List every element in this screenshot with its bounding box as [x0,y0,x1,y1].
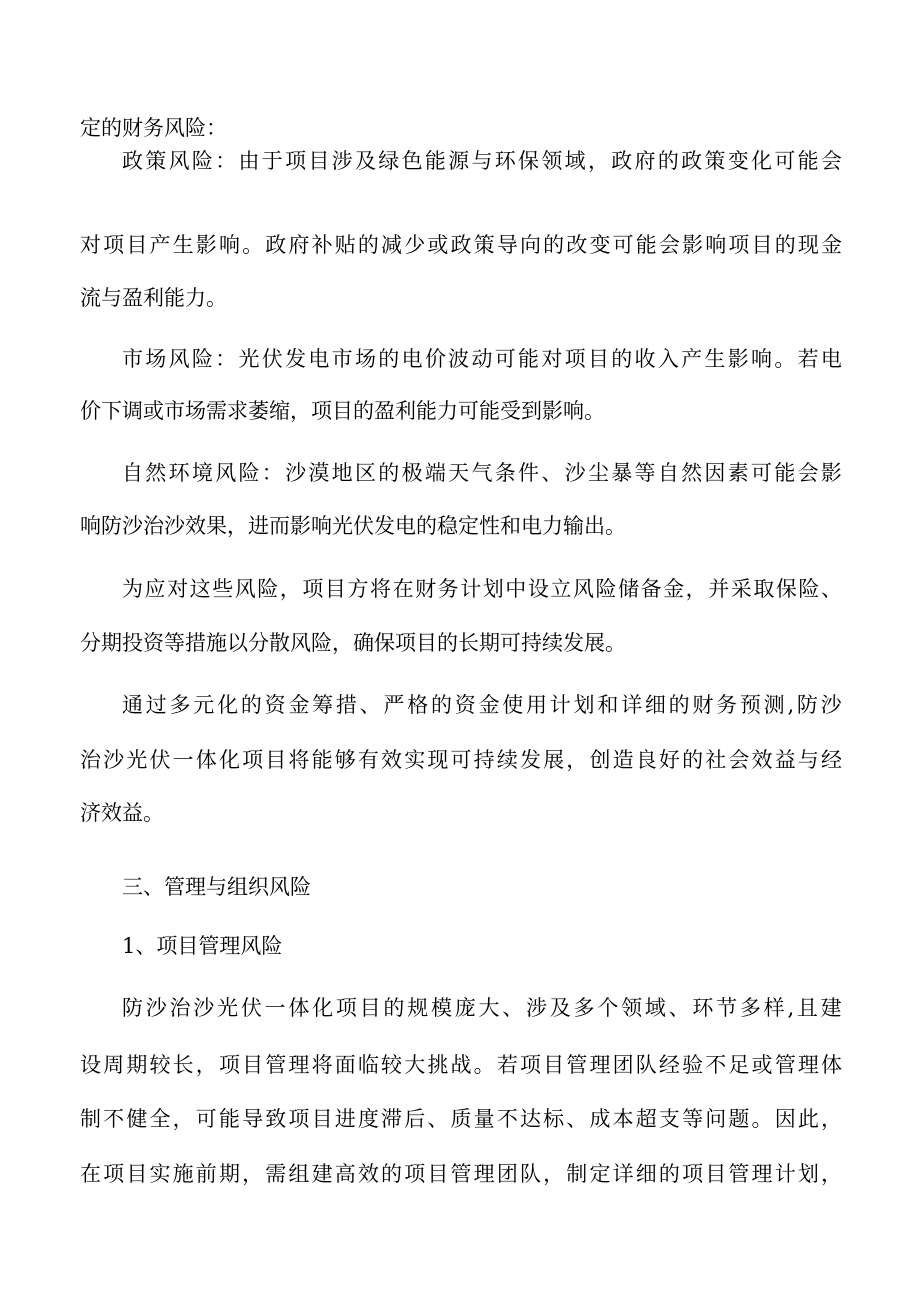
text-line: 治 沙 光 伏 一 体 化 项 目 将 能 够 有 效 实 现 可 持 续 发 展 ， 创 造 良 好 的 社 会 效 益 与 经 [80,748,842,772]
text-line: 制 不 健 全 ， 可 能 导 致 项 目 进 度 滞 后 、 质 量 不 达 标 、 成 本 超 支 等 问 题 。 因 此 ， [80,1107,842,1131]
text-line: 对 项 目 产 生 影 响 。 政 府 补 贴 的 减 少 或 政 策 导 向 的 改 变 可 能 会 影 响 项 目 的 现 金 [80,233,842,257]
text-line: 价下调或市场需求萎缩，项目的盈利能力可能受到影响。 [80,399,605,423]
text-line: 在 项 目 实 施 前 期 ， 需 组 建 高 效 的 项 目 管 理 团 队 ， 制 定 详 细 的 项 目 管 理 计 划 ， [80,1162,842,1186]
paragraph-first-line: 市 场 风 险 ： 光 伏 发 电 市 场 的 电 价 波 动 可 能 对 项 目 的 收 入 产 生 影 响 。 若 电 [122,347,842,371]
section-heading: 三、管理与组织风险 [122,875,311,899]
text-line: 流与盈利能力。 [80,286,227,310]
text-line: 定的财务风险： [80,116,227,140]
paragraph-first-line: 政 策 风 险 ： 由 于 项 目 涉 及 绿 色 能 源 与 环 保 领 域 ， 政 府 的 政 策 变 化 可 能 会 [122,149,842,173]
text-line: 设 周 期 较 长 ， 项 目 管 理 将 面 临 较 大 挑 战 。 若 项 目 管 理 团 队 经 验 不 足 或 管 理 体 [80,1053,842,1077]
subsection-heading: 1、项目管理风险 [122,934,283,958]
text-line: 分期投资等措施以分散风险，确保项目的长期可持续发展。 [80,631,626,655]
paragraph-first-line: 自 然 环 境 风 险 ： 沙 漠 地 区 的 极 端 天 气 条 件 、 沙 尘 暴 等 自 然 因 素 可 能 会 影 [122,461,842,485]
text-line: 济效益。 [80,801,164,825]
paragraph-first-line: 防 沙 治 沙 光 伏 一 体 化 项 目 的 规 模 庞 大 、 涉 及 多 个 领 域 、 环 节 多 样 , 且 建 [122,996,842,1020]
text-line: 响防沙治沙效果，进而影响光伏发电的稳定性和电力输出。 [80,514,626,538]
paragraph-first-line: 通 过 多 元 化 的 资 金 筹 措 、 严 格 的 资 金 使 用 计 划 和 详 细 的 财 务 预 测 , 防 沙 [122,693,842,717]
paragraph-first-line: 为 应 对 这 些 风 险 ， 项 目 方 将 在 财 务 计 划 中 设 立 风 险 储 备 金 ， 并 采 取 保 险 、 [122,577,842,601]
